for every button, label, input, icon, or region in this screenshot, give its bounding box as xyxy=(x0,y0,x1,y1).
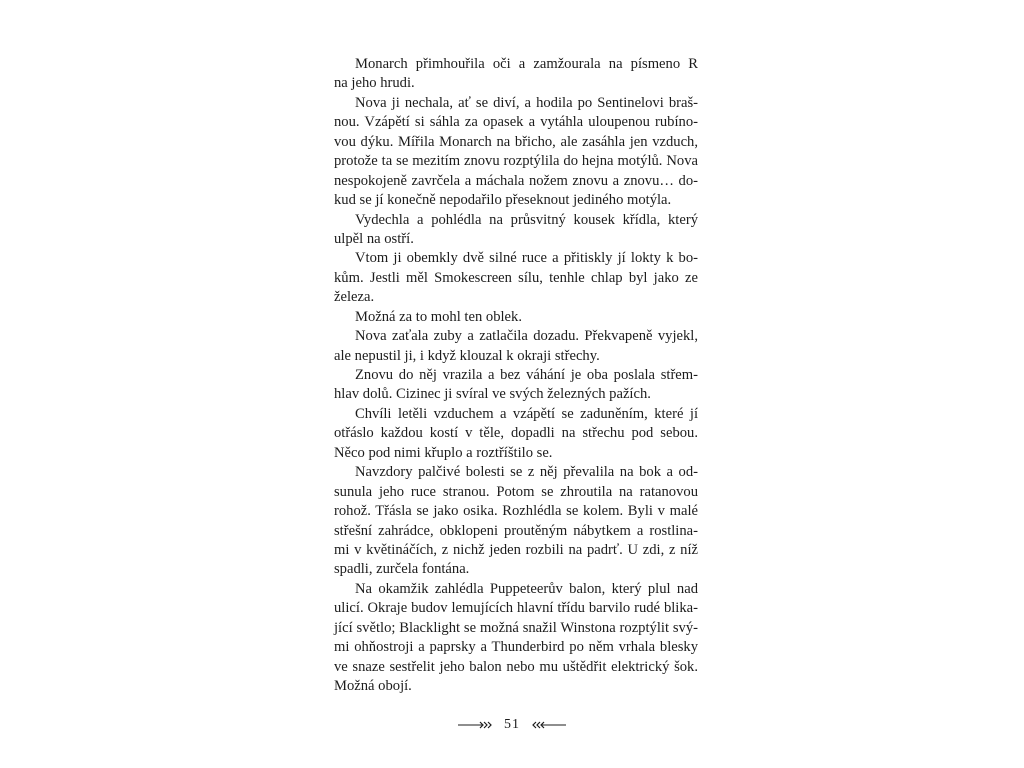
text-line: kům. Jestli měl Smokescreen sílu, tenhle chlap byl jako ze xyxy=(334,269,698,286)
text-line: Nova ji nechala, ať se diví, a hodila po Sentinelovi braš- xyxy=(355,94,698,111)
text-line: Na okamžik zahlédla Puppeteerův balon, který plul nad xyxy=(355,580,698,597)
text-line: nou. Vzápětí si sáhla za opasek a vytáhla uloupenou rubíno- xyxy=(334,114,698,131)
text-line: vou dýku. Mířila Monarch na břicho, ale zasáhla jen vzduch, xyxy=(334,133,698,150)
text-line: střešní zahrádce, obklopeni proutěným nábytkem a rostlina- xyxy=(334,522,698,539)
page-number: 51 xyxy=(504,717,520,732)
body-text xyxy=(334,55,698,696)
text-line: Vydechla a pohlédla na průsvitný kousek křídla, který xyxy=(355,211,698,228)
text-line: otřáslo každou kostí v těle, dopadli na střechu pod sebou. xyxy=(334,425,698,442)
text-line: železa. xyxy=(334,289,375,306)
arrow-right-ornament-icon xyxy=(458,720,494,730)
text-line: hlav dolů. Cizinec ji svíral ve svých železných pažích. xyxy=(334,386,651,403)
text-line: Vtom ji obemkly dvě silné ruce a přitiskly jí lokty k bo- xyxy=(355,250,698,267)
arrow-left-ornament-icon xyxy=(530,720,566,730)
text-line: na jeho hrudi. xyxy=(334,75,415,92)
text-line: ulpěl na ostří. xyxy=(334,230,414,247)
text-line: Možná obojí. xyxy=(334,678,412,694)
text-line: Něco pod nimi křuplo a roztříštilo se. xyxy=(334,444,553,461)
text-line: ale nepustil ji, i když klouzal k okraji střechy. xyxy=(334,347,600,364)
text-line: Nova zaťala zuby a zatlačila dozadu. Překvapeně vyjekl, xyxy=(355,328,698,345)
text-line: sunula jeho ruce stranou. Potom se zhroutila na ratanovou xyxy=(334,483,698,500)
text-line: nespokojeně zavrčela a máchala nožem znovu a znovu… do- xyxy=(334,172,698,189)
text-line: ulicí. Okraje budov lemujících hlavní třídu barvilo rudé blika- xyxy=(334,600,698,617)
text-line: Navzdory palčivé bolesti se z něj převalila na bok a od- xyxy=(355,464,698,481)
text-line: spadli, zurčela fontána. xyxy=(334,561,470,578)
text-line: protože ta se mezitím znovu rozptýlila do hejna motýlů. Nova xyxy=(334,153,698,170)
text-line: Monarch přimhouřila oči a zamžourala na písmeno R xyxy=(355,56,698,72)
text-line: mi v květináčích, z nichž jeden rozbili na padrť. U zdi, z níž xyxy=(334,541,698,558)
text-line: ve snaze sestřelit jeho balon nebo mu uštědřit elektrický šok. xyxy=(334,658,698,675)
text-line: Znovu do něj vrazila a bez váhání je oba poslala střem- xyxy=(355,367,698,383)
text-line: rohož. Třásla se jako osika. Rozhlédla se kolem. Byli v malé xyxy=(334,503,698,520)
text-line: Chvíli letěli vzduchem a vzápětí se zaduněním, které jí xyxy=(355,405,698,422)
page-footer xyxy=(0,714,1024,736)
text-line: Možná za to mohl ten oblek. xyxy=(355,308,522,325)
text-line: jící světlo; Blacklight se možná snažil Winstona rozptýlit svý- xyxy=(334,619,698,636)
text-line: kud se jí konečně nepodařilo přeseknout jediného motýla. xyxy=(334,192,672,209)
text-line: mi ohňostroji a paprsky a Thunderbird po něm vrhala blesky xyxy=(334,639,698,656)
